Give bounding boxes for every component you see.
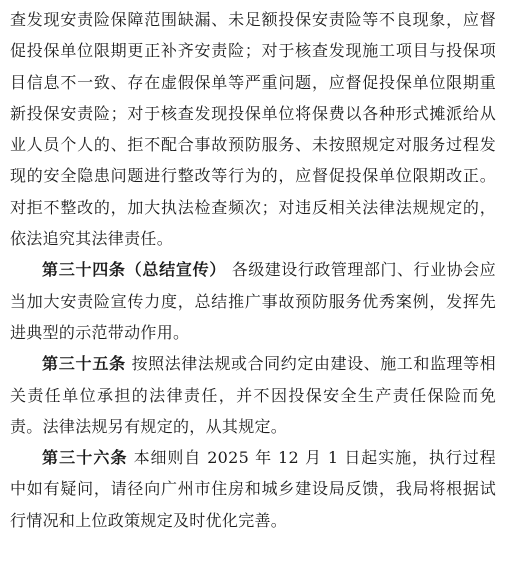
article-text: 按照法律法规或合同约定由建设、施工和监理等相关责任单位承担的法律责任，并不因投保安全生产责任保险而免责。法律法规另有规定的，从其规定。 <box>10 354 496 436</box>
article-35 <box>10 348 496 442</box>
paragraph-continuation <box>10 4 496 254</box>
article-title: 第三十五条 <box>42 354 126 374</box>
article-text: 各级建设行政管理部门、行业协会应当加大安责险宣传力度，总结推广事故预防服务优秀案例，发挥先进典型的示范带动作用。 <box>10 260 496 342</box>
paragraph-text: 查发现安责险保障范围缺漏、未足额投保安责险等不良现象，应督促投保单位限期更正补齐安责险；对于核查发现施工项目与投保项目信息不一致、存在虚假保单等严重问题，应督促投保单位限期重新投保安责险；对于核查发现投保单位将保费以各种形式摊派给从业人员个人的、拒不配合事故预防服务、未按照规定对服务过程发现的安全隐患问题进行整改等行为的，应督促投保单位限期改正。对拒不整改的，加大执法检查频次；对违反相关法律法规规定的，依法追究其法律责任。 <box>10 10 496 249</box>
article-title: 第三十六条 <box>42 448 128 468</box>
article-36 <box>10 442 496 536</box>
article-34 <box>10 254 496 348</box>
article-text: 本细则自 2025 年 12 月 1 日起实施，执行过程中如有疑问，请径向广州市住房和城乡建设局反馈，我局将根据试行情况和上位政策规定及时优化完善。 <box>10 448 496 530</box>
article-title: 第三十四条（总结宣传） <box>42 260 227 280</box>
